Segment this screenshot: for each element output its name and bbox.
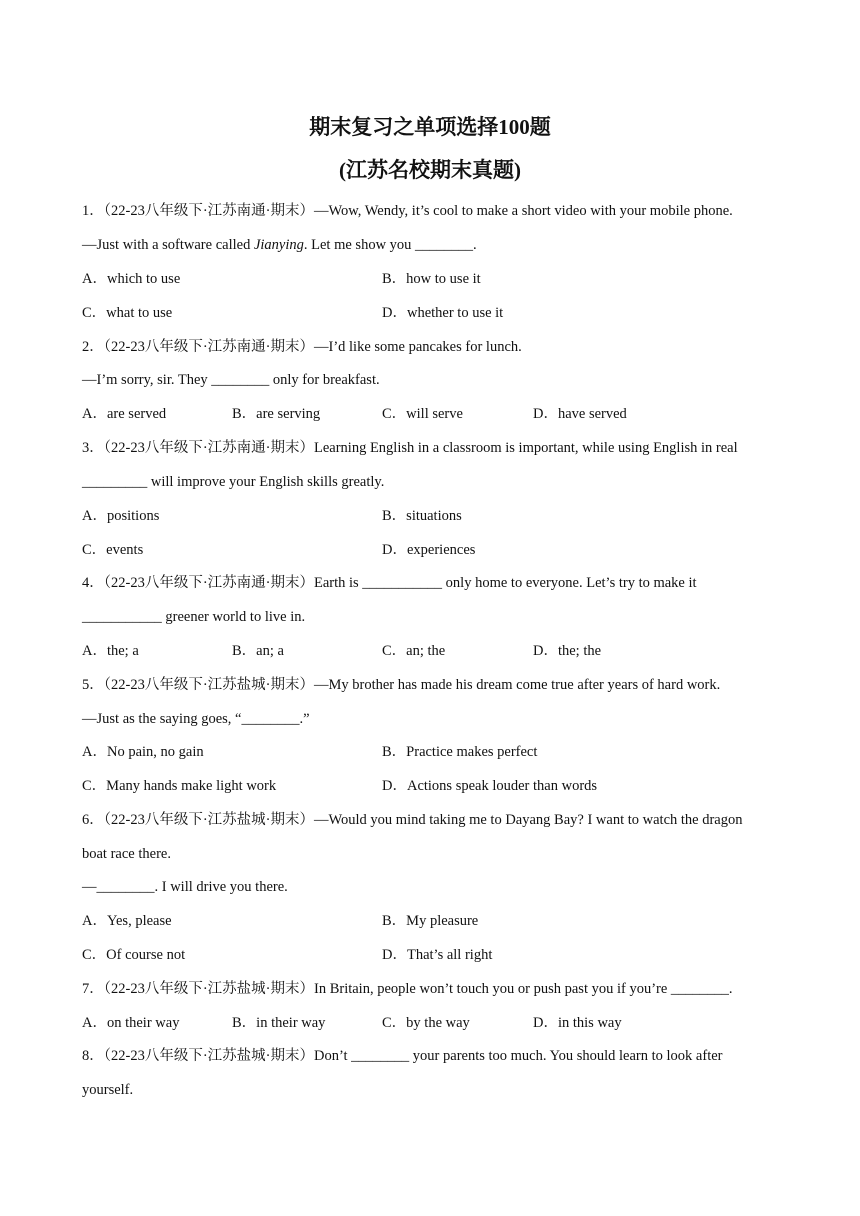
question-1-option-d: D．whether to use it	[382, 305, 504, 321]
software-name: Jianying	[253, 237, 304, 253]
question-3-option-c: C．events	[82, 542, 144, 558]
question-7-stem: 7．（22-23八年级下·江苏盐城·期末）In Britain, people won’t touch you or push past you if you’re ________.	[82, 981, 733, 997]
question-8-stem: 8．（22-23八年级下·江苏盐城·期末）Don’t ________ your parents too much. You should learn to look after	[82, 1048, 723, 1064]
question-2-option-c: C．will serve	[382, 406, 463, 422]
question-2-option-a: A．are served	[82, 406, 167, 422]
question-2-stem: 2．（22-23八年级下·江苏南通·期末）—I’d like some pancakes for lunch.	[82, 339, 522, 355]
question-6-reply: —________. I will drive you there.	[82, 879, 288, 895]
question-5-option-c: C．Many hands make light work	[82, 778, 277, 794]
question-5-reply: —Just as the saying goes, “________.”	[82, 711, 310, 727]
question-2-option-d: D．have served	[533, 406, 627, 422]
question-1-stem: 1．（22-23八年级下·江苏南通·期末）—Wow, Wendy, it’s cool to make a short video with your mobile phone.	[82, 203, 733, 219]
question-7-option-a: A．on their way	[82, 1015, 180, 1031]
question-1-option-b: B．how to use it	[382, 271, 481, 287]
question-6-option-c: C．Of course not	[82, 947, 186, 963]
question-1-option-a: A．which to use	[82, 271, 181, 287]
page-title: 期末复习之单项选择100题	[309, 115, 551, 139]
question-7-option-b: B．in their way	[232, 1015, 326, 1031]
question-6-option-b: B．My pleasure	[382, 913, 479, 929]
question-6-option-a: A．Yes, please	[82, 913, 172, 929]
question-6-option-d: D．That’s all right	[382, 947, 493, 963]
question-3-stem-cont: _________ will improve your English skills greatly.	[82, 474, 385, 490]
question-7-option-c: C．by the way	[382, 1015, 470, 1031]
question-4-option-d: D．the; the	[533, 643, 602, 659]
question-6-stem: 6．（22-23八年级下·江苏盐城·期末）—Would you mind taking me to Dayang Bay? I want to watch the dragon	[82, 812, 743, 828]
question-1-reply: —Just with a software called Jianying. Let me show you ________.	[82, 237, 477, 253]
question-2-reply: —I’m sorry, sir. They ________ only for breakfast.	[82, 372, 380, 388]
question-1-option-c: C．what to use	[82, 305, 173, 321]
question-4-option-a: A．the; a	[82, 643, 139, 659]
question-5-option-a: A．No pain, no gain	[82, 744, 204, 760]
question-4-stem: 4．（22-23八年级下·江苏南通·期末）Earth is ___________ only home to everyone. Let’s try to make it	[82, 575, 697, 591]
question-4-option-c: C．an; the	[382, 643, 446, 659]
question-4-stem-cont: ___________ greener world to live in.	[82, 609, 306, 625]
page-subtitle: (江苏名校期末真题)	[339, 158, 521, 182]
question-8-stem-cont: yourself.	[82, 1082, 134, 1098]
question-3-option-b: B．situations	[382, 508, 462, 524]
question-3-stem: 3．（22-23八年级下·江苏南通·期末）Learning English in a classroom is important, while using English in real	[82, 440, 738, 456]
question-3-option-a: A．positions	[82, 508, 160, 524]
question-5-option-d: D．Actions speak louder than words	[382, 778, 598, 794]
question-2-option-b: B．are serving	[232, 406, 321, 422]
question-5-stem: 5．（22-23八年级下·江苏盐城·期末）—My brother has made his dream come true after years of hard work.	[82, 677, 721, 693]
question-7-option-d: D．in this way	[533, 1015, 622, 1031]
question-6-stem-cont: boat race there.	[82, 846, 171, 862]
question-4-option-b: B．an; a	[232, 643, 284, 659]
question-3-option-d: D．experiences	[382, 542, 476, 558]
question-5-option-b: B．Practice makes perfect	[382, 744, 538, 760]
